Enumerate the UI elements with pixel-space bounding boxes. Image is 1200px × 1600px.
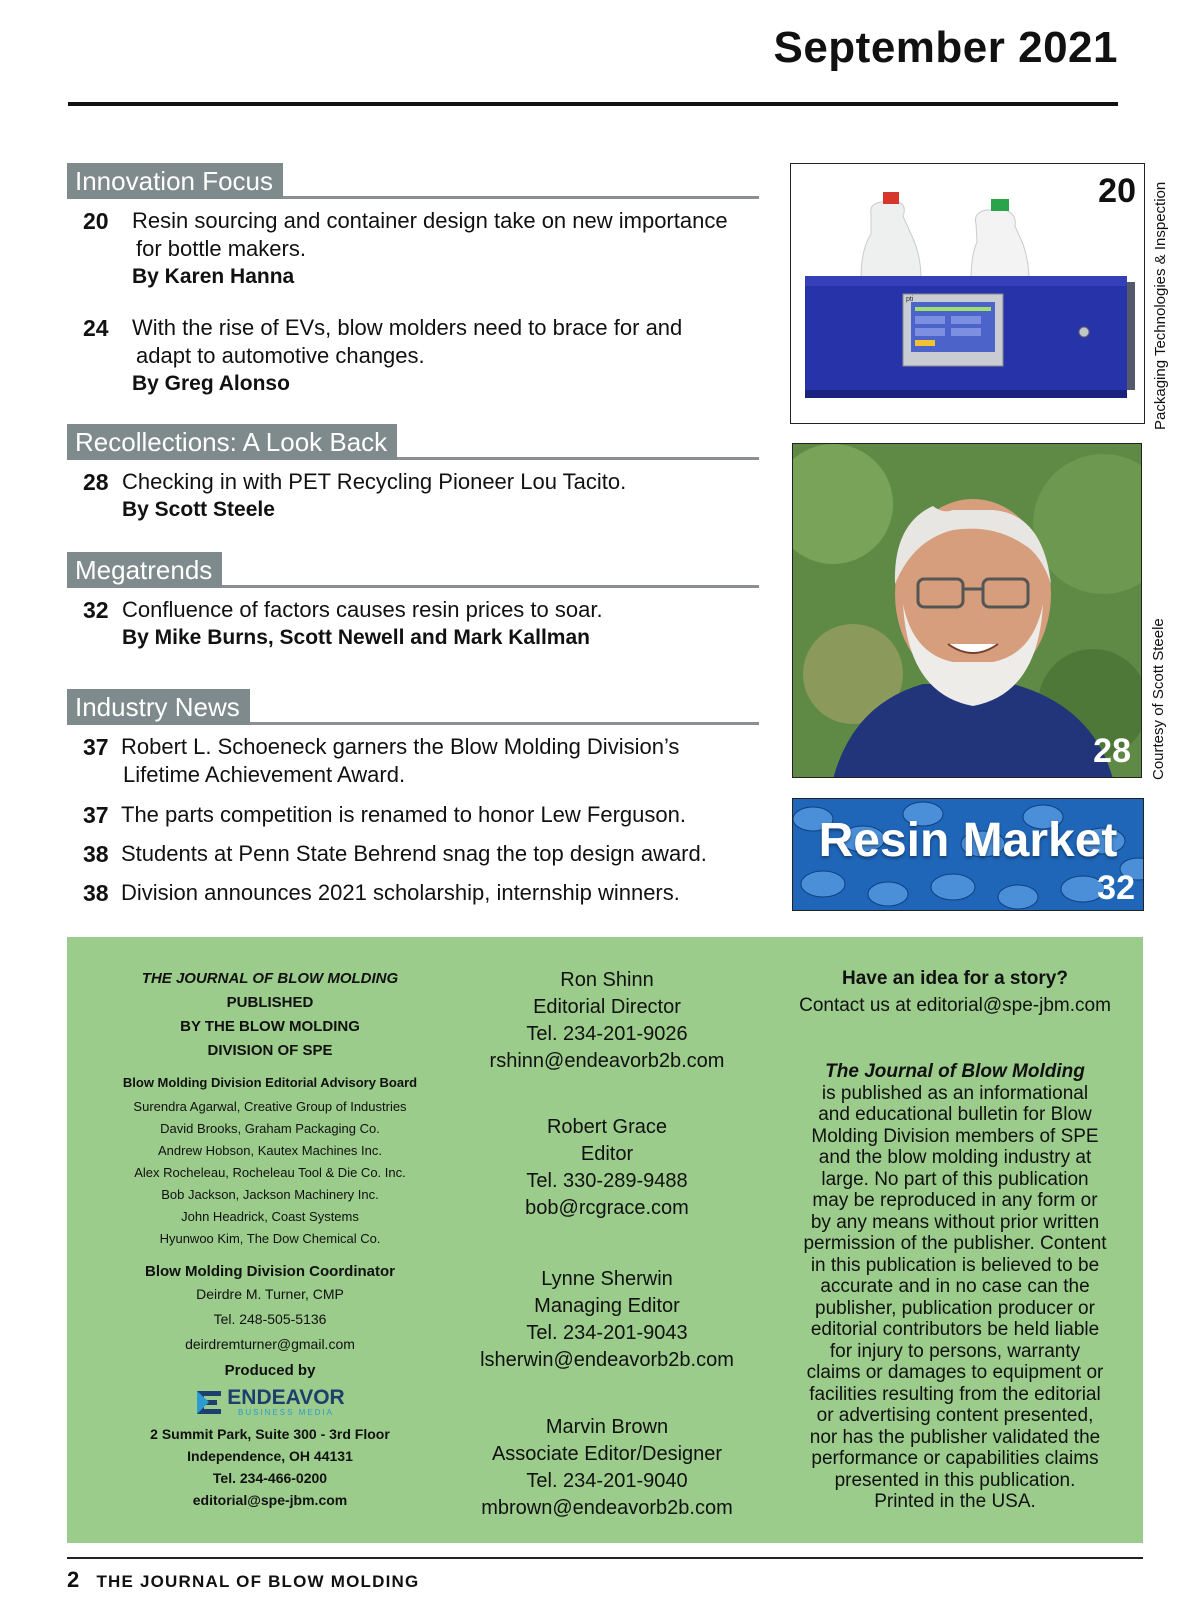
coordinator-name: Deirdre M. Turner, CMP [196,1286,344,1302]
section-recollections [67,424,759,524]
section-label: Innovation Focus [67,163,283,199]
byline: By Karen Hanna [132,265,295,288]
board-member: Bob Jackson, Jackson Machinery Inc. [161,1187,379,1202]
staff-role: Managing Editor [534,1295,680,1317]
section-label: Recollections: A Look Back [67,424,397,460]
staff-column [457,937,757,1522]
toc-text: Confluence of factors causes resin prices to soar. [122,597,603,622]
board-member: Andrew Hobson, Kautex Machines Inc. [157,1143,382,1158]
notice-line: Printed in the USA. [874,1491,1036,1512]
staff-name: Lynne Sherwin [541,1268,673,1290]
section-megatrends [67,552,759,652]
coordinator-email[interactable]: deirdremturner@gmail.com [185,1336,355,1352]
toc-text: Students at Penn State Behrend snag the top design award. [121,841,707,866]
page-number: 37 [83,802,109,828]
staff-phone: Tel. 234-201-9043 [526,1322,688,1344]
section-label: Industry News [67,689,250,725]
portrait-illustration [793,444,1142,778]
toc-text: Resin sourcing and container design take on new importance [132,208,728,233]
staff-entry [457,1114,757,1222]
byline: By Greg Alonso [132,372,290,395]
endeavor-logo [85,1387,455,1417]
notice-line: claims or damages to equipment or [806,1362,1104,1383]
toc-item[interactable] [67,468,759,524]
address-line: 2 Summit Park, Suite 300 - 3rd Floor [150,1426,390,1442]
section-rule [283,196,759,199]
figure-page-number: 32 [1097,869,1135,907]
header-rule [68,102,1118,106]
toc-text: adapt to automotive changes. [136,343,425,368]
staff-email[interactable]: rshinn@endeavorb2b.com [489,1050,725,1072]
notice-line: by any means without prior written [810,1211,1100,1233]
toc-text: Robert L. Schoeneck garners the Blow Molding Division’s [121,734,680,759]
page-number: 38 [83,880,109,906]
board-list [85,1096,455,1250]
produced-by-label: Produced by [224,1362,316,1379]
notice-line: nor has the publisher validated the [809,1426,1101,1448]
section-label: Megatrends [67,552,222,588]
notice-line: is published as an informational [821,1082,1089,1104]
board-member: Alex Rocheleau, Rocheleau Tool & Die Co. Inc. [134,1165,406,1180]
toc-text: Checking in with PET Recycling Pioneer Lou Tacito. [122,469,627,494]
notice-line: or advertising content presented, [816,1405,1094,1426]
toc-text: The parts competition is renamed to honor Lew Ferguson. [121,802,686,827]
masthead-box [67,937,1143,1543]
inspection-machine-photo[interactable] [790,163,1145,424]
inspection-machine-illustration [791,164,1145,424]
address-email[interactable]: editorial@spe-jbm.com [192,1492,348,1508]
notice-line: publisher, publication producer or [815,1297,1095,1319]
staff-name: Ron Shinn [560,969,654,991]
section-header [67,552,759,588]
figure-page-number: 20 [1098,172,1136,210]
story-idea-contact[interactable]: Contact us at editorial@spe-jbm.com [799,995,1111,1016]
byline: By Scott Steele [122,498,275,521]
publisher-line: DIVISION OF SPE [207,1042,333,1059]
footer-journal-name: THE JOURNAL OF BLOW MOLDING [96,1572,420,1591]
portrait-photo[interactable] [792,443,1142,778]
page-footer [67,1569,419,1591]
notice-line: in this publication is believed to be [810,1254,1100,1276]
staff-role: Editorial Director [533,996,681,1018]
board-member: John Headrick, Coast Systems [181,1209,359,1224]
section-rule [397,457,759,460]
toc-item[interactable] [67,596,759,652]
page-number: 28 [83,469,109,495]
toc-item[interactable] [67,801,759,829]
notice-line: large. No part of this publication [821,1168,1089,1190]
endeavor-logo-icon [195,1387,223,1417]
info-column [785,937,1125,1513]
notice-line: editorial contributors be held liable [810,1319,1100,1340]
publication-notice [785,1061,1125,1513]
section-header [67,424,759,460]
resin-market-banner[interactable] [792,798,1144,911]
photo-credit: Courtesy of Scott Steele [1150,618,1167,780]
toc-item[interactable] [67,207,759,291]
notice-line: and the blow molding industry at [818,1147,1092,1168]
footer-rule [67,1557,1143,1559]
board-member: David Brooks, Graham Packaging Co. [160,1121,380,1136]
notice-line: permission of the publisher. Content [803,1233,1107,1254]
staff-phone: Tel. 234-201-9026 [526,1023,688,1045]
notice-line: accurate and in no case can the [820,1276,1090,1297]
notice-line: performance or capabilities claims [811,1448,1099,1469]
logo-subtitle: BUSINESS MEDIA [237,1408,334,1417]
screen-brand: pti [906,296,914,303]
publisher-address [85,1423,455,1511]
staff-name: Robert Grace [546,1116,668,1138]
staff-role: Associate Editor/Designer [491,1443,723,1465]
staff-email[interactable]: mbrown@endeavorb2b.com [481,1497,733,1519]
section-innovation-focus [67,163,759,398]
toc-text: With the rise of EVs, blow molders need to brace for and [132,315,683,340]
toc-text: Lifetime Achievement Award. [123,762,406,787]
notice-line: Molding Division members of SPE [811,1125,1099,1147]
board-title: Blow Molding Division Editorial Advisory Board [122,1075,418,1090]
section-rule [250,722,759,725]
page-number: 32 [83,597,109,623]
staff-name: Marvin Brown [545,1416,669,1438]
staff-entry [457,967,757,1075]
address-phone: Tel. 234-466-0200 [212,1470,328,1486]
staff-email[interactable]: lsherwin@endeavorb2b.com [480,1349,734,1371]
page-number: 38 [83,841,109,867]
staff-role: Editor [580,1143,634,1165]
notice-line: for injury to persons, warranty [829,1340,1081,1362]
photo-credit: Packaging Technologies & Inspection [1152,181,1169,430]
notice-line: and educational bulletin for Blow [818,1104,1092,1125]
journal-name: THE JOURNAL OF BLOW MOLDING [141,970,399,987]
page-number: 24 [83,315,109,341]
staff-phone: Tel. 330-289-9488 [526,1170,688,1192]
board-member: Surendra Agarwal, Creative Group of Industries [133,1099,407,1114]
toc-item[interactable] [67,314,759,398]
coordinator-title: Blow Molding Division Coordinator [145,1263,395,1280]
publisher-column [85,937,455,1511]
notice-line: facilities resulting from the editorial [809,1383,1101,1405]
staff-entry [457,1414,757,1522]
figure-page-number: 28 [1093,732,1131,770]
section-header [67,163,759,199]
page-number: 20 [83,208,109,234]
publisher-line: BY THE BLOW MOLDING [180,1018,360,1035]
logo-name: ENDEAVOR [227,1386,345,1409]
coordinator-phone: Tel. 248-505-5136 [213,1311,327,1327]
staff-phone: Tel. 234-201-9040 [526,1470,688,1492]
section-header [67,689,759,725]
toc-text: Division announces 2021 scholarship, internship winners. [121,880,680,905]
notice-title: The Journal of Blow Molding [825,1061,1085,1082]
staff-email[interactable]: bob@rcgrace.com [525,1197,689,1219]
board-member: Hyunwoo Kim, The Dow Chemical Co. [159,1231,381,1246]
story-idea-heading: Have an idea for a story? [842,968,1068,989]
address-line: Independence, OH 44131 [187,1448,353,1464]
toc-item[interactable] [67,879,759,907]
page-number: 37 [83,734,109,760]
section-industry-news [67,689,759,907]
notice-line: presented in this publication. [834,1469,1076,1491]
issue-date: September 2021 [773,23,1118,72]
toc-text: for bottle makers. [136,236,306,261]
section-rule [222,585,759,588]
notice-line: may be reproduced in any form or [812,1190,1098,1211]
toc-item[interactable] [67,733,759,789]
byline: By Mike Burns, Scott Newell and Mark Kallman [122,626,590,649]
footer-page-number: 2 [67,1567,81,1592]
publisher-line: PUBLISHED [226,994,314,1011]
toc-item[interactable] [67,840,759,868]
staff-entry [457,1266,757,1374]
banner-title: Resin Market [818,814,1118,867]
